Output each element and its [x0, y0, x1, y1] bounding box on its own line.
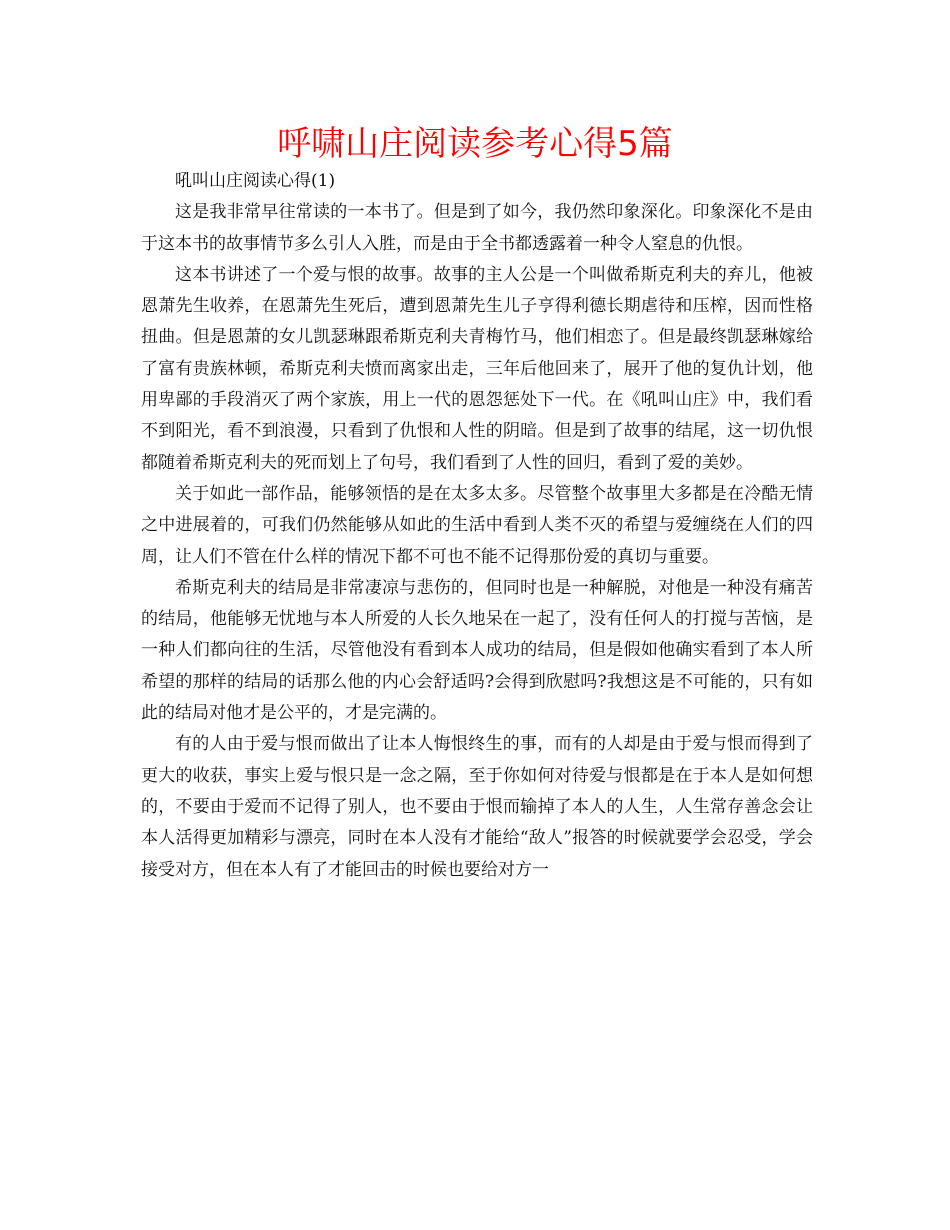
- paragraph: 这是我非常早往常读的一本书了。但是到了如今，我仍然印象深化。印象深化不是由于这本书的故事情节多么引人入胜，而是由于全书都透露着一种令人窒息的仇恨。: [141, 202, 813, 254]
- page-title: 呼啸山庄阅读参考心得5篇: [277, 124, 673, 164]
- paragraph: 这本书讲述了一个爱与恨的故事。故事的主人公是一个叫做希斯克利夫的弃儿，他被恩萧先生收养，在恩萧先生死后，遭到恩萧先生儿子亨得利德长期虐待和压榨，因而性格扭曲。但是恩萧的女儿凯瑟琳跟希斯克利夫青梅竹马，他们相恋了。但是最终凯瑟琳嫁给了富有贵族林顿，希斯克利夫愤而离家出走，三年后他回来了，展开了他的复仇计划，他用卑鄙的手段消灭了两个家族，用上一代的恩怨惩处下一代。在《吼叫山庄》中，我们看不到阳光，看不到浪漫，只看到了仇恨和人性的阴暗。但是到了故事的结尾，这一切仇恨都随着希斯克利夫的死而划上了句号，我们看到了人性的回归，看到了爱的美妙。: [141, 264, 813, 473]
- document-body: [141, 166, 813, 886]
- paragraph: 有的人由于爱与恨而做出了让本人悔恨终生的事，而有的人却是由于爱与恨而得到了更大的收获，事实上爱与恨只是一念之隔，至于你如何对待爱与恨都是在于本人是如何想的，不要由于爱而不记得了别人，也不要由于恨而输掉了本人的人生，人生常存善念会让本人活得更加精彩与漂亮，同时在本人没有才能给“敌人”报答的时候就要学会忍受，学会接受对方，但在本人有了才能回击的时候也要给对方一: [141, 734, 813, 880]
- paragraph: 希斯克利夫的结局是非常凄凉与悲伤的，但同时也是一种解脱，对他是一种没有痛苦的结局，他能够无忧地与本人所爱的人长久地呆在一起了，没有任何人的打搅与苦恼，是一种人们都向往的生活，尽管他没有看到本人成功的结局，但是假如他确实看到了本人所希望的那样的结局的话那么他的内心会舒适吗?会得到欣慰吗?我想这是不可能的，只有如此的结局对他才是公平的，才是完满的。: [141, 577, 813, 724]
- section-subtitle: 吼叫山庄阅读心得(1): [175, 171, 336, 191]
- paragraph: 关于如此一部作品，能够领悟的是在太多太多。尽管整个故事里大多都是在冷酷无情之中进展着的，可我们仍然能够从如此的生活中看到人类不灭的希望与爱缠绕在人们的四周，让人们不管在什么样的情况下都不可也不能不记得那份爱的真切与重要。: [141, 483, 813, 567]
